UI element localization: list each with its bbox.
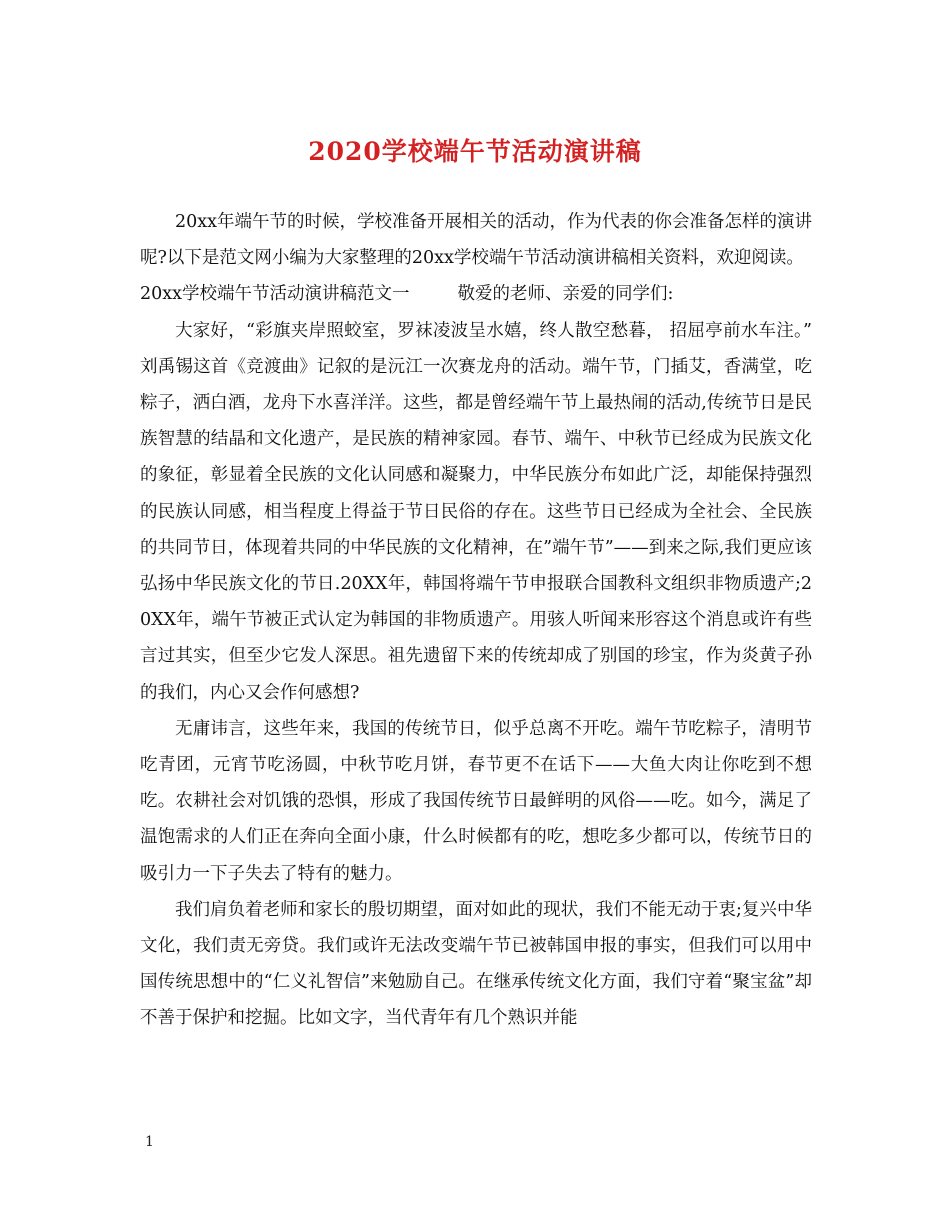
- greeting: 敬爱的老师、亲爱的同学们:: [457, 284, 674, 305]
- body-paragraph-2: 无庸讳言，这些年来，我国的传统节日，似乎总离不开吃。端午节吃粽子，清明节吃青团，元宵节吃汤圆，中秋节吃月饼，春节更不在话下——大鱼大肉让你吃到不想吃。农耕社会对饥饿的恐惧，形成了我国传统节日最鲜明的风俗——吃。如今，满足了温饱需求的人们正在奔向全面小康，什么时候都有的吃，想吃多少都可以，传统节日的吸引力一下子失去了特有的魅力。: [140, 718, 812, 884]
- document-body: [140, 204, 812, 1037]
- body-paragraph-1: 大家好，“彩旗夹岸照蛟室，罗袜凌波呈水嬉，终人散空愁暮， 招屈亭前水车注。” 刘禹锡这首《竞渡曲》记叙的是沅江一次赛龙舟的活动。端午节，门插艾，香满堂，吃粽子，洒白酒，龙舟下水喜洋洋。这些，都是曾经端午节上最热闹的活动,传统节日是民族智慧的结晶和文化遗产，是民族的精神家园。春节、端午、中秋节已经成为民族文化的象征，彰显着全民族的文化认同感和凝聚力，中华民族分布如此广泛，却能保持强烈的民族认同感，相当程度上得益于节日民俗的存在。这些节日已经成为全社会、全民族的共同节日，体现着共同的中华民族的文化精神，在”端午节”——到来之际,我们更应该弘扬中华民族文化的节日.20XX年，韩国将端午节申报联合国教科文组织非物质遗产;20XX年，端午节被正式认定为韩国的非物质遗产。用骇人听闻来形容这个消息或许有些言过其实，但至少它发人深思。祖先遗留下来的传统却成了别国的珍宝，作为炎黄子孙的我们，内心又会作何感想?: [140, 320, 812, 703]
- sample-heading-line: [140, 276, 812, 312]
- intro-paragraph: 20xx年端午节的时候，学校准备开展相关的活动，作为代表的你会准备怎样的演讲呢?以下是范文网小编为大家整理的20xx学校端午节活动演讲稿相关资料，欢迎阅读。: [140, 212, 813, 269]
- body-paragraph-3: 我们肩负着老师和家长的殷切期望，面对如此的现状，我们不能无动于衷;复兴中华文化，我们责无旁贷。我们或许无法改变端午节已被韩国申报的事实，但我们可以用中国传统思想中的“仁义礼智信”来勉励自己。在继承传统文化方面，我们守着“聚宝盆”却不善于保护和挖掘。比如文字，当代青年有几个熟识并能: [140, 899, 812, 1029]
- sample-heading: 20xx学校端午节活动演讲稿范文一: [140, 284, 410, 305]
- page-number: 1: [145, 1134, 154, 1150]
- document-title: 2020学校端午节活动演讲稿: [308, 137, 642, 166]
